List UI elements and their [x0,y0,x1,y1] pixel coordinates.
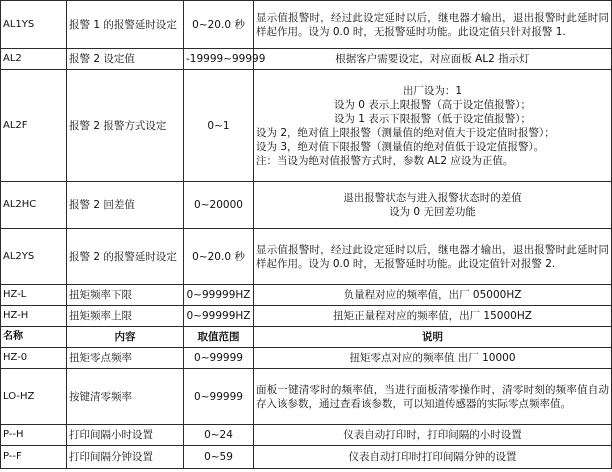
param-description [254,285,612,306]
description-line: 显示值报警时，经过此设定延时以后，继电器才输出，退出报警时此延时同样起作用。设为 0.0 时，无报警延时功能。此设定值针对报警 2. [256,243,609,270]
param-range: 0~20000 [184,182,254,229]
param-code: AL2YS [1,229,67,285]
param-description [254,446,612,469]
header-range: 取值范围 [184,327,254,348]
param-range: 0~20.0 秒 [184,229,254,285]
param-name: 按键清零频率 [67,369,184,425]
param-code: AL2F [1,70,67,182]
param-range: 0~1 [184,70,254,182]
table-row [1,369,612,425]
table-row [1,229,612,285]
param-description [254,348,612,369]
table-row [1,306,612,327]
header-description [254,327,612,348]
param-code: LO-HZ [1,369,67,425]
table-row [1,49,612,70]
table-row [1,425,612,446]
description-line: 仪表自动打印时，打印间隔的小时设置 [343,429,522,441]
table-row [1,285,612,306]
param-range: 0~20.0 秒 [184,1,254,49]
param-description [254,182,612,229]
table-row [1,70,612,182]
table-row [1,182,612,229]
description-line: 显示值报警时，经过此设定延时以后，继电器才输出，退出报警时此延时同样起作用。设为 0.0 时，无报警延时功能。此设定值只针对报警 1. [256,11,609,38]
param-range: 0~99999 [184,369,254,425]
param-range: 0~99999HZ [184,285,254,306]
param-description [254,369,612,425]
param-name: 报警 2 设定值 [67,49,184,70]
param-name: 打印间隔分钟设置 [67,446,184,469]
description-line: 设为 0 表示上限报警（高于设定值报警）； [333,98,532,111]
description-line: 设为 1 表示下限报警（低于设定值报警）； [333,112,532,125]
table-row [1,348,612,369]
description-line: 扭矩正量程对应的频率值，出厂 15000HZ [333,310,532,322]
parameter-table-body [1,1,612,469]
description-line: 负量程对应的频率值，出厂 05000HZ [343,289,522,301]
param-name: 扭矩频率下限 [67,285,184,306]
param-name: 报警 1 的报警延时设定 [67,1,184,49]
param-code: HZ-H [1,306,67,327]
param-code: HZ-0 [1,348,67,369]
param-name: 扭矩频率上限 [67,306,184,327]
description-line: 退出报警状态与进入报警状态时的差值 [343,192,522,204]
table-row [1,446,612,469]
param-range: 0~99999HZ [184,306,254,327]
table-row [1,1,612,49]
param-range: 0~24 [184,425,254,446]
param-description [254,306,612,327]
param-name: 扭矩零点频率 [67,348,184,369]
param-description [254,49,612,70]
param-name: 报警 2 报警方式设定 [67,70,184,182]
description-line: 设为 0 无回差功能 [389,206,476,218]
param-description [254,425,612,446]
description-line: 根据客户需要设定，对应面板 AL2 指示灯 [335,53,530,65]
header-content: 内容 [67,327,184,348]
description-line: 注：当设为绝对值报警方式时，参数 AL2 应设为正值。 [256,154,514,167]
param-name: 报警 2 回差值 [67,182,184,229]
param-range: -19999~99999 [184,49,254,70]
param-name: 打印间隔小时设置 [67,425,184,446]
param-range: 0~59 [184,446,254,469]
description-line: 设为 2，绝对值上限报警（测量值的绝对值大于设定值时报警）； [256,126,555,139]
param-code: AL2 [1,49,67,70]
param-code: P--F [1,446,67,469]
description-line: 面板一键清零时的频率值，当进行面板清零操作时，清零时刻的频率值自动存入该参数，通过查看该参数，可以知道传感器的实际零点频率值。 [256,383,609,410]
description-line: 扭矩零点对应的频率值 出厂 10000 [349,352,516,364]
header-name: 名称 [1,327,67,348]
table-header-row [1,327,612,348]
param-description [254,1,612,49]
description-line: 仪表自动打印时打印间隔分钟的设置 [348,451,517,463]
description-line: 设为 3，绝对值下限报警（测量值的绝对值低于设定值报警）。 [256,140,545,153]
param-range: 0~99999 [184,348,254,369]
param-name: 报警 2 的报警延时设定 [67,229,184,285]
description-line: 出厂设为：1 [402,84,463,97]
param-code: AL2HC [1,182,67,229]
param-code: AL1YS [1,1,67,49]
param-description [254,229,612,285]
param-code: P--H [1,425,67,446]
param-code: HZ-L [1,285,67,306]
param-description [254,70,612,182]
description-line: 说明 [422,331,443,343]
